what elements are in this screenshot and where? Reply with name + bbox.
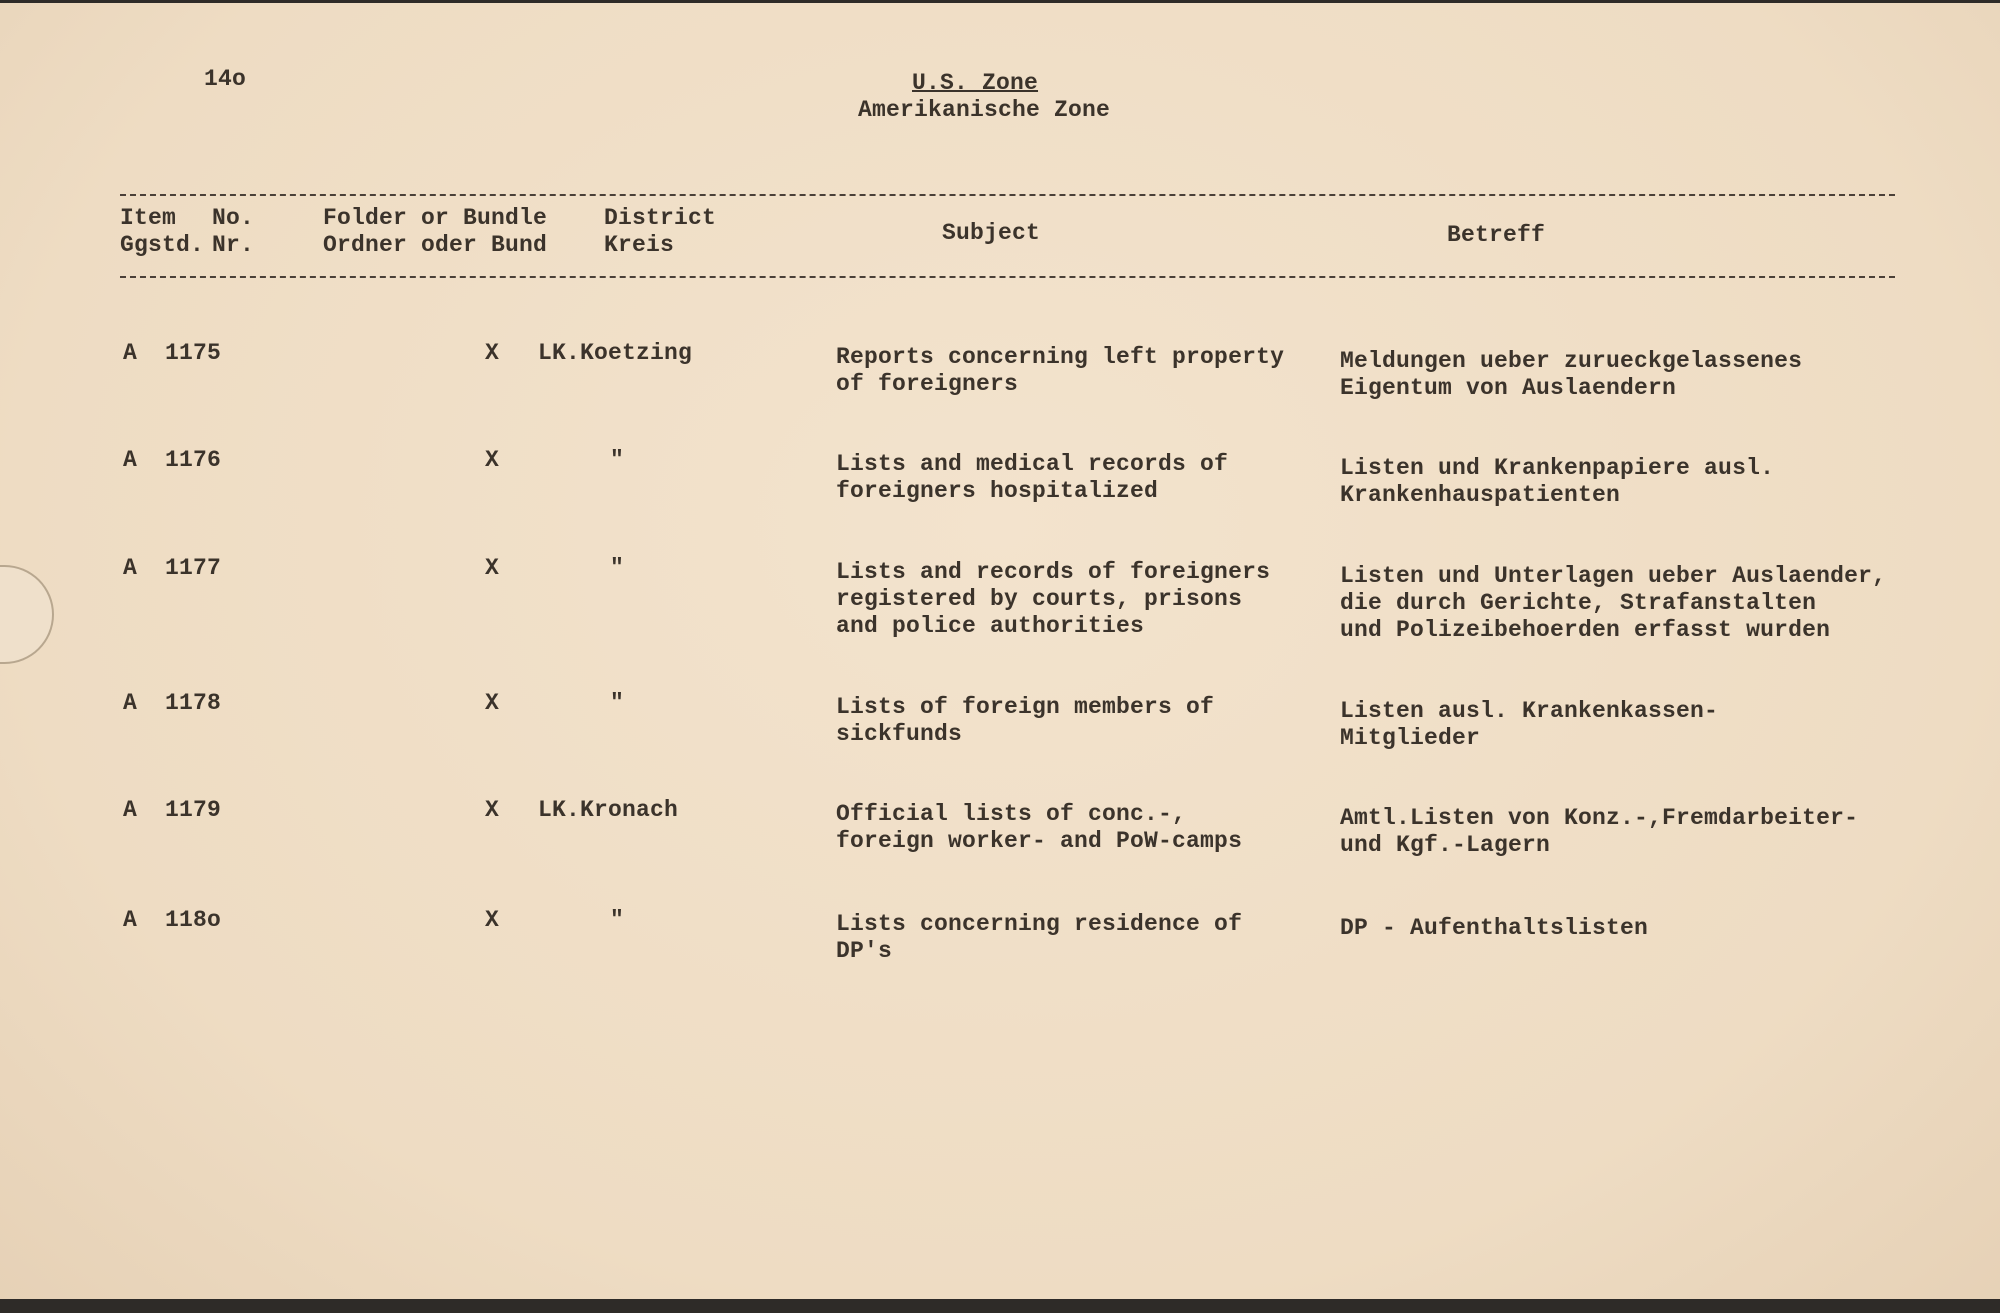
cell-folder: X bbox=[485, 340, 500, 366]
cell-subject: Lists concerning residence of DP's bbox=[836, 911, 1243, 964]
col-no: No. Nr. bbox=[212, 205, 255, 258]
page-number: 14o bbox=[204, 66, 247, 92]
cell-subject: Lists and records of foreigners registered by courts, prisons and police authorities bbox=[836, 559, 1271, 639]
cell-item: A bbox=[123, 907, 138, 933]
cell-no: 1176 bbox=[165, 447, 222, 473]
cell-item: A bbox=[123, 447, 138, 473]
cell-district: LK.Kronach bbox=[538, 797, 679, 823]
cell-subject: Official lists of conc.-, foreign worker- and PoW-camps bbox=[836, 801, 1243, 854]
cell-betreff: Listen und Krankenpapiere ausl. Krankenhauspatienten bbox=[1340, 455, 1775, 508]
cell-district: " bbox=[610, 907, 625, 933]
cell-district: " bbox=[610, 555, 625, 581]
col-betreff: Betreff bbox=[1447, 222, 1546, 248]
cell-subject: Lists of foreign members of sickfunds bbox=[836, 694, 1215, 747]
page-tab-edge bbox=[0, 565, 54, 664]
cell-no: 1179 bbox=[165, 797, 222, 823]
cell-betreff: Listen und Unterlagen ueber Auslaender, die durch Gerichte, Strafanstalten und Polizeibehoerden erfasst wurden bbox=[1340, 563, 1887, 643]
divider-top bbox=[120, 194, 1895, 196]
col-district: District Kreis bbox=[604, 205, 717, 258]
cell-item: A bbox=[123, 690, 138, 716]
divider-header bbox=[120, 276, 1895, 278]
cell-betreff: Meldungen ueber zurueckgelassenes Eigentum von Auslaendern bbox=[1340, 348, 1803, 401]
cell-betreff: Amtl.Listen von Konz.-,Fremdarbeiter- und Kgf.-Lagern bbox=[1340, 805, 1859, 858]
cell-item: A bbox=[123, 797, 138, 823]
cell-district: " bbox=[610, 447, 625, 473]
cell-item: A bbox=[123, 555, 138, 581]
cell-subject: Lists and medical records of foreigners hospitalized bbox=[836, 451, 1229, 504]
cell-folder: X bbox=[485, 690, 500, 716]
col-folder: Folder or Bundle Ordner oder Bund bbox=[323, 205, 548, 258]
page-subtitle: Amerikanische Zone bbox=[858, 97, 1111, 123]
cell-betreff: Listen ausl. Krankenkassen- Mitglieder bbox=[1340, 698, 1719, 751]
cell-no: 1175 bbox=[165, 340, 222, 366]
cell-no: 1178 bbox=[165, 690, 222, 716]
cell-subject: Reports concerning left property of foreigners bbox=[836, 344, 1285, 397]
scan-bottom-edge bbox=[0, 1299, 2000, 1313]
col-subject: Subject bbox=[942, 220, 1041, 246]
scan-top-edge bbox=[0, 0, 2000, 3]
cell-item: A bbox=[123, 340, 138, 366]
cell-folder: X bbox=[485, 797, 500, 823]
cell-folder: X bbox=[485, 907, 500, 933]
cell-folder: X bbox=[485, 447, 500, 473]
cell-no: 118o bbox=[165, 907, 222, 933]
cell-folder: X bbox=[485, 555, 500, 581]
cell-district: LK.Koetzing bbox=[538, 340, 693, 366]
cell-no: 1177 bbox=[165, 555, 222, 581]
cell-district: " bbox=[610, 690, 625, 716]
page-title: U.S. Zone bbox=[912, 70, 1039, 96]
col-item: Item Ggstd. bbox=[120, 205, 205, 258]
cell-betreff: DP - Aufenthaltslisten bbox=[1340, 915, 1649, 941]
